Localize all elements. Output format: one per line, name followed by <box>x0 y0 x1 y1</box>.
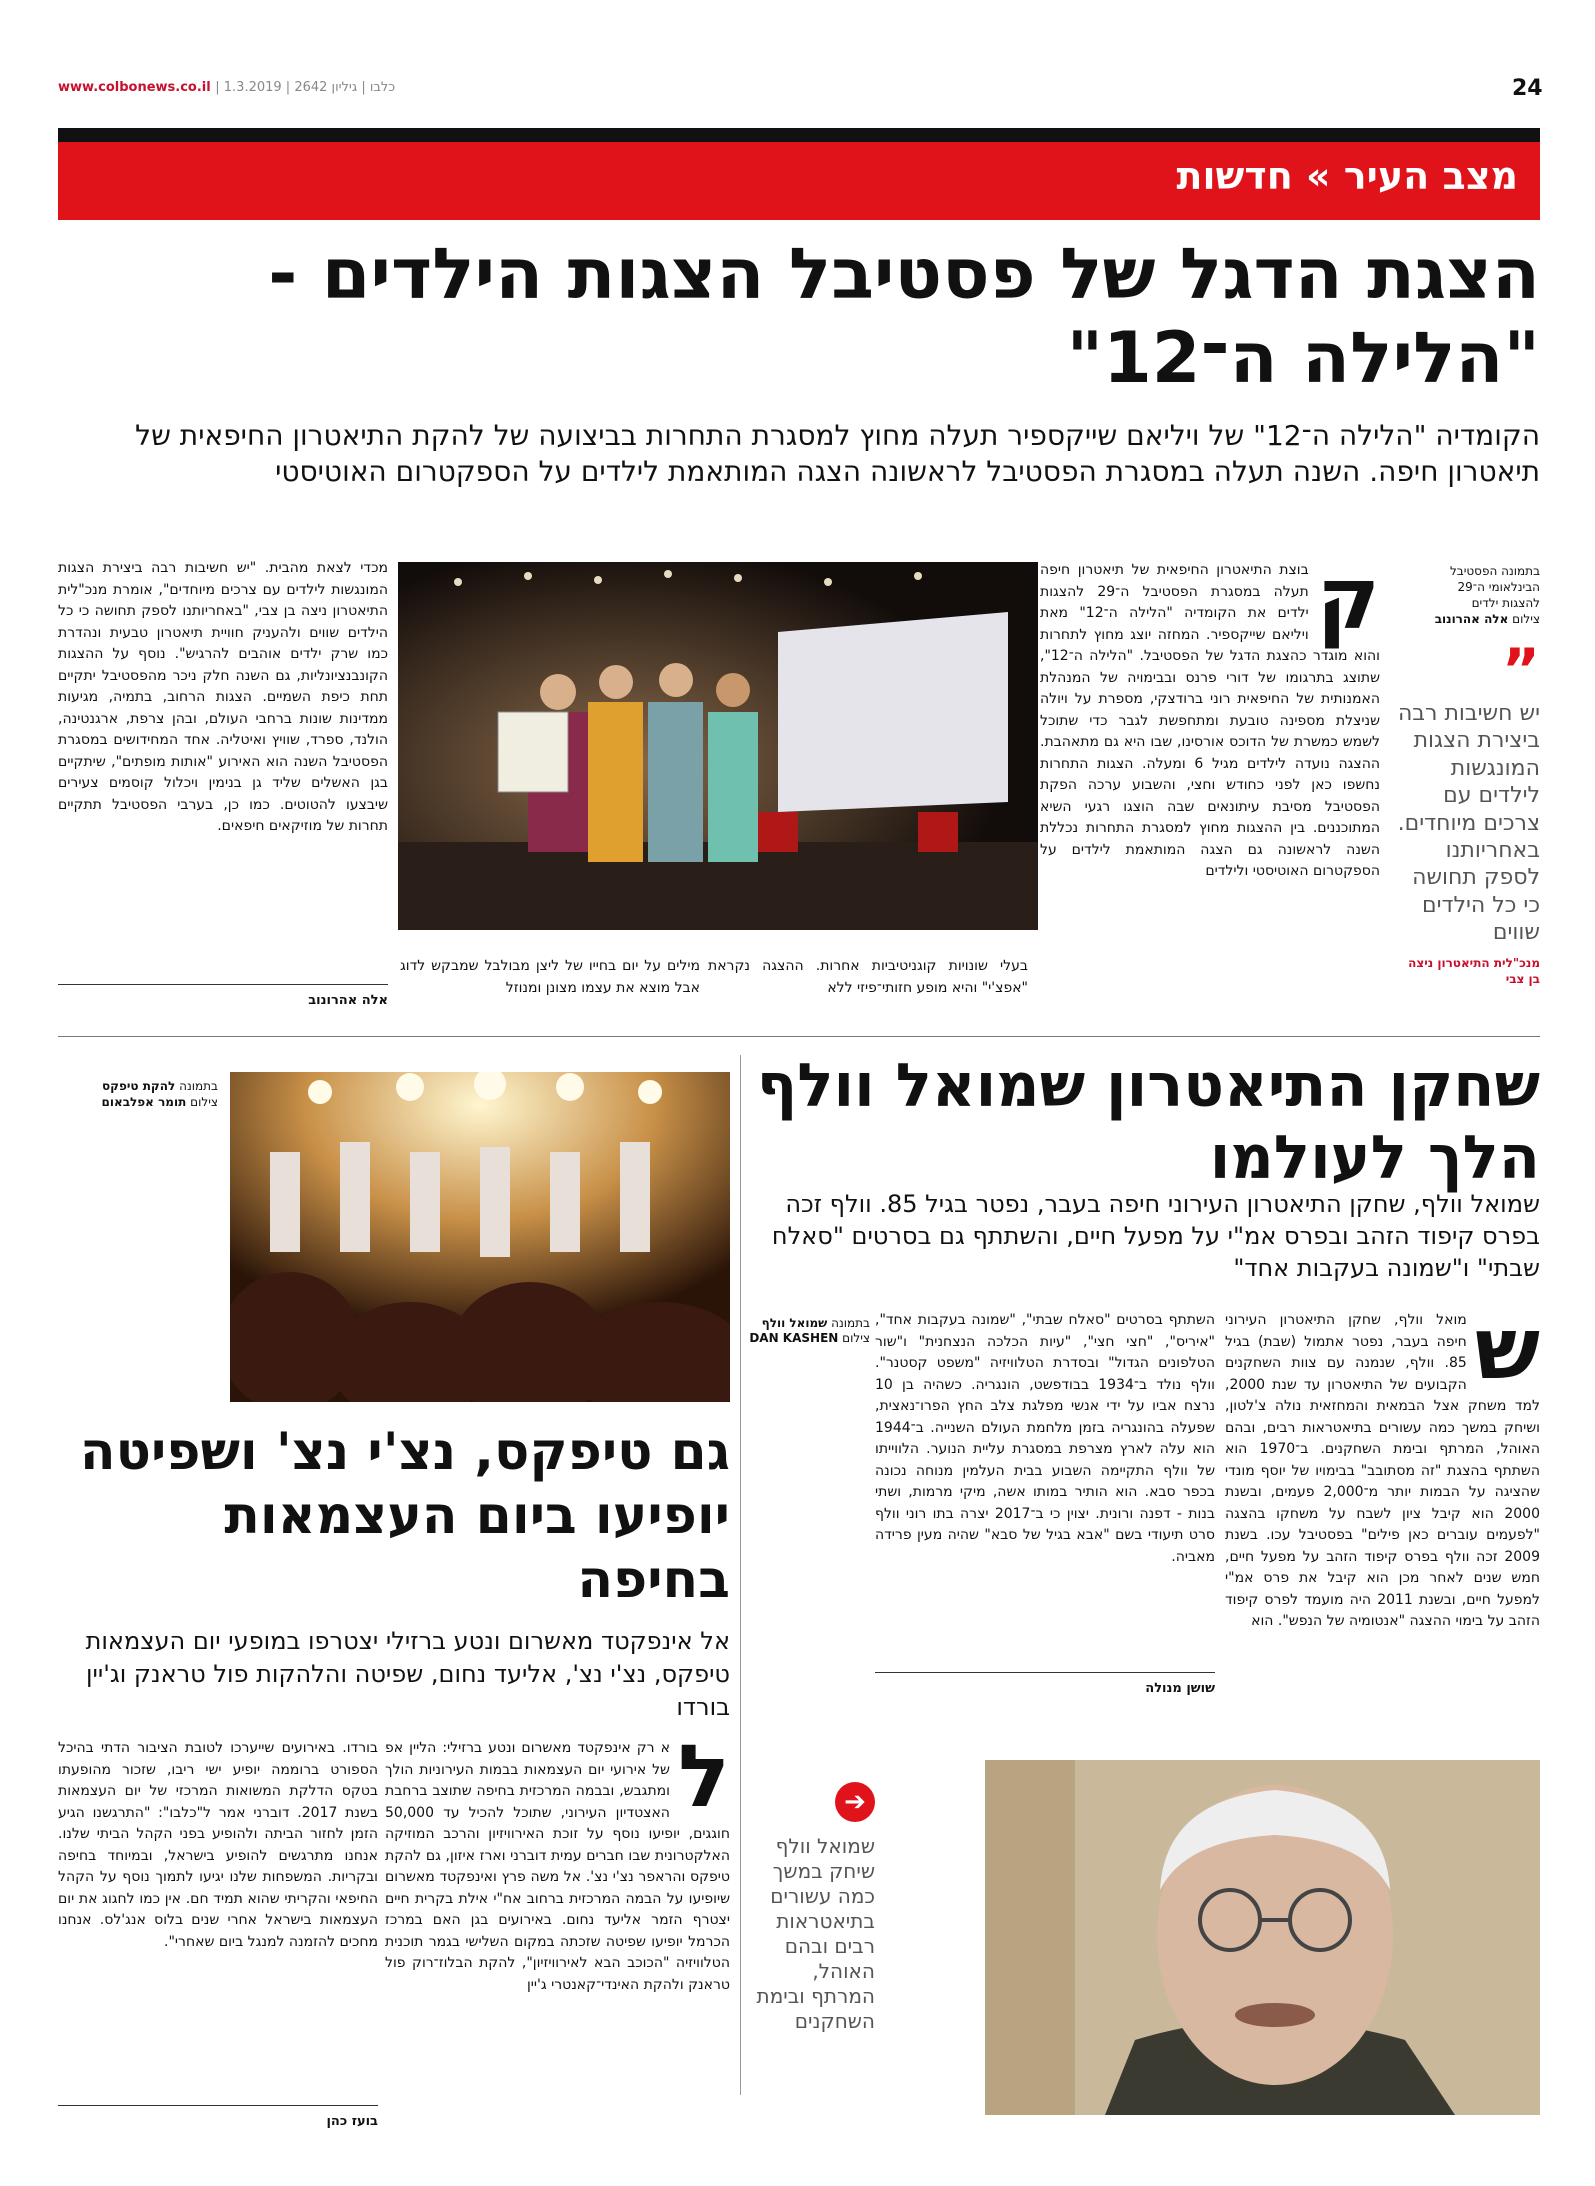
deck-obituary: שמואל וולף, שחקן התיאטרון העירוני חיפה בעבר, נפטר בגיל 85. וולף זכה בפרס קיפוד הזהב ובפרס אמ"י על מפעל חיים, והשתתף גם בסרטים "סאלח שבתי" ו"שמונה בעקבות אחד" <box>771 1190 1540 1282</box>
photo-caption-concert <box>58 1078 218 1110</box>
caption-label: בתמונה <box>831 1316 870 1330</box>
pullquote-text: שמואל וולף שיחק במשך כמה עשורים בתיאטראות רבים ובהם האוהל, המרתף ובימת השחקנים <box>756 1834 875 2033</box>
caption-line: להצגות ילדים <box>1471 596 1540 610</box>
pullquote-obituary <box>745 1782 875 2034</box>
column-divider <box>740 1055 741 2095</box>
photo-credit: אלה אהרונוב <box>1434 612 1509 626</box>
byline: שושן מנולה <box>875 1672 1215 1696</box>
dropcap: ש <box>1474 1299 1540 1399</box>
pullquote-festival <box>1395 636 1540 987</box>
folio-url <box>58 80 395 95</box>
headline-independence-day: גם טיפקס, נצ'י נצ' ושפיטה יופיעו ביום העצמאות בחיפה <box>79 1422 730 1610</box>
section-divider <box>58 1036 1540 1037</box>
column-text: בוצת התיאטרון החיפאית של תיאטרון חיפה תעלה במסגרת הפסטיבל ה־29 להצגות ילדים את הקומדיה "הלילה ה־12" מאת ויליאם שייקספיר. המחזה יוצג מחוץ לתחרות והוא מוגדר כהצגת הדגל של הפסטיבל. "הלילה ה־12", שתוצג בתרגומו של דורי פרנס ובבימויה של המנהלת האמנותית של החיפאית רוני ברודצקי, מספרת על ויולה שניצלת מספינה טובעת ומתחפשת לגבר כדי שתוכל לשמש כמשרת של הדוכס אורסינו, שבו היא גם מתאהבת. ההצגה נועדה לילדים מגיל 6 ומעלה. הצגות התחרות נחשפו כאן לפני כחודש וחצי, והשבוע ערכה הפקת הפסטיבל מסיבת עיתונאים שבה הוצגו רגעי השיא המתוכננים. בין ההצגות מחוץ למסגרת התחרות נכללת השנה לראשונה גם הצגה המותאמת לילדים על הספקטרום האוטיסטי ולילדים <box>1040 562 1380 879</box>
photo-caption-obituary <box>745 1316 870 1346</box>
page-number: 24 <box>1512 76 1543 101</box>
article-column <box>1225 1299 1540 1633</box>
arrow-icon: ➔ <box>835 1782 875 1822</box>
article-column: בורדו. באירועים שייערכו לטובת הציבור הדתי בהיכל הספורט ברוממה יופיע ישי ריבו, שזכור מהופעתו בטקס הדלקת המשואות המרכזי של יום העצמאות בשנת 2017. דוברני אמר ל"כלבו": "התרגשנו הגיע הזמן לחזור הביתה ולהופיע בפני הקהל הביתי שלנו. אנחנו מתרגשים להופיע בישראל, ובמיוחד בחיפה ובקריות. המשפחות שלנו יגיעו לתמוך נוסף על הקהל החיפאי והקריתי שהוא תמיד חם. אין כמו לחגוג את יום העצמאות בישראל אחרי שנים בלוס אנג'לס. אנחנו מחכים להזמנה למנגל ביום שאחרי". <box>58 1740 378 1950</box>
portrait-photo <box>985 1760 1540 2115</box>
headline-obituary: שחקן התיאטרון שמואל וולף הלך לעולמו <box>756 1051 1540 1193</box>
top-rule <box>58 128 1540 142</box>
stage-photo-image <box>398 562 1038 930</box>
photo-credit: תומר אפלבאום <box>101 1095 187 1109</box>
section-banner <box>58 142 1540 220</box>
pullquote-attribution: מנכ"לית התיאטרון ניצה בן צבי <box>1408 955 1540 986</box>
article-column: השתתף בסרטים "סאלח שבתי", "שמונה בעקבות אחד", "איריס", "חצי חצי", "עיות הכלכה הנצחנית" ו"שור הטלפונים הגדול" ובסדרת הטלוויזיה "משפט קסטנר". וולף נולד ב־1934 בבודפשט, הונגריה. כשהיה בן 10 נרצח אביו על ידי אנשי מפלגת צלב החץ הפרו־נאצית, שפעלה בהונגריה בזמן מלחמת העולם השנייה. ב־1944 הוא עלה לארץ מצרפת במסגרת עליית הנוער. הלווייתו של וולף התקיימה השבוע בבית העלמין מנוחה נכונה בכפר סבא. הוא הותיר במותו אשה, מיקי מרמות, ושתי בנות - דפנה ורונית. יצוין כי ב־2017 יצרה בתו רוני וולף סרט תיעודי בשם "אבא בגיל של סבא" שהיה מעין פרידה מאביה. <box>875 1312 1216 1565</box>
deck-independence-day: אל אינפקטד מאשרום ונטע ברזילי יצטרפו במופעי יום העצמאות טיפקס, נצ'י נצ', אליעד נחום, שפיטה והלהקות פול טראנק וג'יין בורדו <box>85 1627 730 1721</box>
article-column: בעלי שונויות קוגניטיביות אחרות. ההצגה נקראת "אפצ'י" והיא מופע חזותי־פיזי ללא <box>708 958 1028 996</box>
pullquote-text: יש חשיבות רבה ביצירת הצגות המונגשות לילדים עם צרכים מיוחדים. באחריותנו לספק תחושה כי כל הילדים שווים <box>1397 701 1540 946</box>
byline: בועז כהן <box>58 2105 378 2129</box>
credit-label: צילום <box>1512 612 1540 626</box>
quote-mark-icon: ” <box>1501 636 1540 704</box>
portrait-image <box>985 1760 1540 2115</box>
caption-label: בתמונה <box>179 1079 218 1093</box>
article-column: מכדי לצאת מהבית. "יש חשיבות רבה ביצירת הצגות המונגשות לילדים עם צרכים מיוחדים", אומרת מנכ"לית התיאטרון ניצה בן צבי, "באחריותנו לספק תחושה כי כל הילדים שווים ולהעניק חוויית תיאטרון טבעית ונהדרת כמו שרק ילדים אוהבים להרגיש". נוסף על ההצגות הקונבנציונליות, גם השנה חלק ניכר מהפסטיבל יתקיים תחת כיפת השמיים. הצגות הרחוב, בתמיה, מגיעות ממדינות שונות ברחבי העולם, ובהן צרפת, ארגנטינה, הולנד, ספרד, שוויץ ואיטליה. אחד המחידושים במסגרת הפסטיבל השנה הוא האירוע "אותות מופתים", שיתקיים בגן האשלים שליד גן בנימין ויכלול קוסמים צעירים שיבצעו להטוטים. כמו כן, בערבי הפסטיבל תתקיים תחרות של מוזיקאים חיפאים. <box>58 560 388 834</box>
caption-line: בתמונה הפסטיבל <box>1449 564 1540 578</box>
byline: אלה אהרונוב <box>58 984 388 1008</box>
credit-label: צילום <box>842 1331 870 1345</box>
photo-credit: DAN KASHEN <box>749 1331 839 1345</box>
deck-festival: הקומדיה "הלילה ה־12" של ויליאם שייקספיר תעלה מחוץ למסגרת התחרות בביצועה של להקת התיאטרון החיפאית של תיאטרון חיפה. השנה תעלה במסגרת הפסטיבל לראשונה הצגה המותאמת לילדים על הספקטרום האוטיסטי <box>135 419 1540 488</box>
column-text: מואל וולף, שחקן התיאטרון העירוני חיפה בעבר, נפטר אתמול (שבת) בגיל 85. וולף, שנמנה עם צוות השחקנים הקבועים של התיאטרון עד שנת 2000, למד משחק אצל הבמאית והמחזאית נולה צ'לטון, ושיחק במשך כמה עשורים בתיאטראות רבים, ובהם האוהל, המרתף ובימת השחקנים. ב־1970 הוא השתתף בהצגת "זה מסתובב" בבימויו של יוסף מונדי שהציגה על הבמות יותר מ־2,000 פעמים, ובשנת 2000 הוא קיבל ציון לשבח על משחקו בהצגה "לפעמים עוברים כאן פילים" בפסטיבל עכו. בשנת 2009 זכה וולף בפרס קיפוד הזהב על מפעל חיים, חמש שנים לאחר מכן הוא קיבל את פרס אמ"י למפעל חיים, ובשנת 2011 היה מועמד לפרס קיפוד הזהב על בימוי ההצגה "אנטומיה של הנפש". הוא <box>1225 1312 1540 1629</box>
caption-subject: להקת טיפקס <box>101 1079 176 1093</box>
photo-caption-festival <box>1400 563 1540 627</box>
concert-photo <box>230 1072 730 1402</box>
folio-meta: | כלבו | גיליון 2642 | 1.3.2019 <box>215 80 396 95</box>
article-column <box>1040 549 1380 883</box>
concert-image <box>230 1072 730 1402</box>
headline-festival: הצגת הדגל של פסטיבל הצגות הילדים - "הלילה ה־12" <box>268 233 1540 399</box>
credit-label: צילום <box>190 1095 218 1109</box>
section-title: מצב העיר » חדשות <box>1176 154 1518 198</box>
article-column: מילים על יום בחייו של ליצן מבולבל שמבקש לדוג אבל מוצא את עצמו מצונן ומנוזל <box>400 958 700 996</box>
folio-site[interactable]: www.colbonews.co.il <box>58 80 211 95</box>
festival-stage-photo <box>398 562 1038 930</box>
caption-line: הבינלאומי ה־29 <box>1457 580 1540 594</box>
dropcap: ל <box>677 1727 730 1827</box>
caption-subject: שמואל וולף <box>761 1316 828 1330</box>
column-text: א רק אינפקטד מאשרום ונטע ברזילי: הליין אפ של אירועי יום העצמאות בבמות העירוניות הולך ומתגבש, ובבמה המרכזית בחיפה שתוצב ברחבת האצטדיון העירוני, שתוכל להכיל עד 50,000 חוגגים, יופיעו נוסף על זוכת האירוויזיון והרכב המוזיקה האלקטרונית שבו חברים עמית דוברני וארז איזון, גם להקת טיפקס והראפר נצ'י נצ'. אל משה פרץ ואינפקטד מאשרום שיופיעו על הבמה המרכזית ברחוב אח"י אילת בקרית חיים יצטרף הזמר אליעד נחום. באירועים בגן האם במרכז הכרמל יופיעו שפיטה שזכתה במקום השלישי בגמר תוכנית הטלוויזיה "הכוכב הבא לאירוויזיון", להקת הבלוז־רוק פול טראנק ולהקת האינדי־קאנטרי ג'יין <box>385 1740 730 1993</box>
dropcap: ק <box>1316 549 1380 649</box>
article-column <box>385 1727 730 1996</box>
